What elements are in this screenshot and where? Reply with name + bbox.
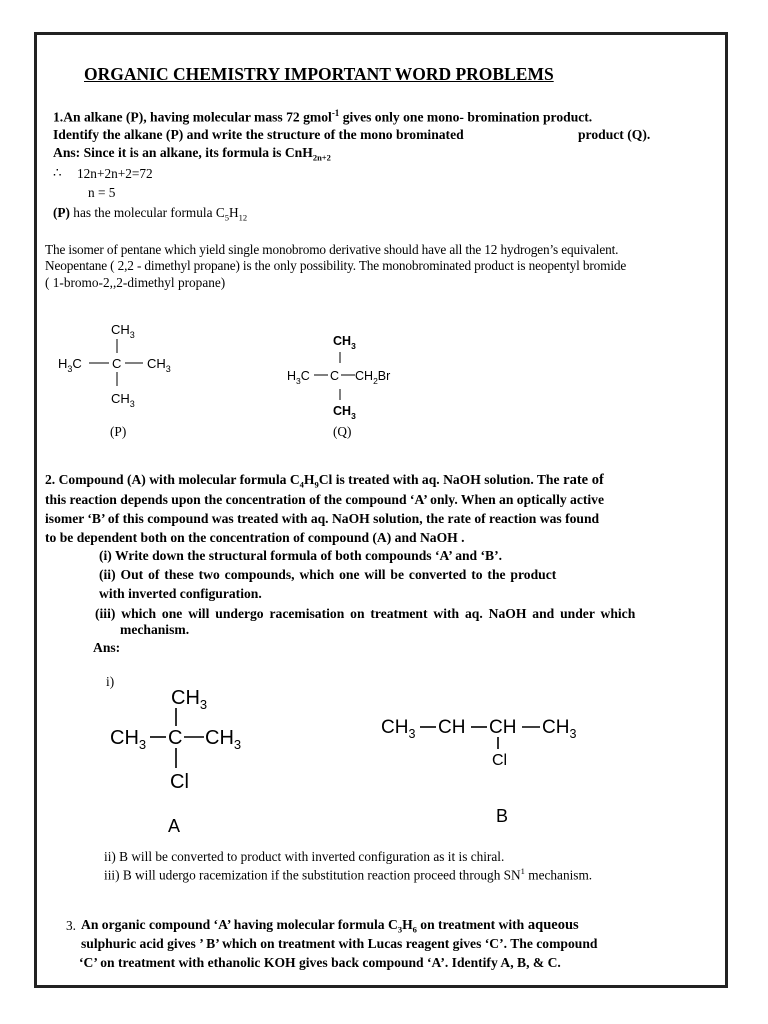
q2-ans-i-label: i) bbox=[106, 674, 115, 689]
q1-formula-sub1: 5 bbox=[224, 212, 229, 223]
structure-a-caption: A bbox=[168, 816, 181, 836]
q-top-group: $CH_3$ bbox=[333, 334, 356, 351]
q1-line2b: product (Q). bbox=[578, 127, 651, 142]
q2-answer-iii-sup: 1 bbox=[520, 866, 525, 876]
q3-line1-post: on treatment with bbox=[416, 917, 525, 932]
q2-answer-iii bbox=[104, 866, 592, 883]
structure-q-caption: (Q) bbox=[333, 424, 352, 439]
q2-line1-text: 2. Compound (A) with molecular formula C bbox=[45, 472, 300, 487]
q2-answer-iii-text: iii) B will udergo racemization if the substitution reaction proceed through SN bbox=[104, 867, 521, 883]
q2-line1-post: Cl is treated with aq. NaOH solution. The bbox=[318, 472, 560, 487]
q1-p-label: (P) bbox=[53, 205, 70, 220]
q1-line1-post: gives only one mono- bromination product. bbox=[339, 109, 593, 125]
q1-line1 bbox=[53, 108, 592, 126]
page-title: ORGANIC CHEMISTRY IMPORTANT WORD PROBLEMS bbox=[84, 64, 554, 84]
a-center-carbon: C bbox=[168, 727, 183, 749]
b-chlorine: Cl bbox=[492, 752, 508, 769]
p-right-group: $CH_3$ bbox=[147, 356, 171, 374]
q-right-group: $CH_2Br$ bbox=[355, 369, 391, 386]
therefore-symbol: ∴ bbox=[53, 165, 62, 180]
b-carbon-1: $CH_3$ bbox=[381, 717, 416, 741]
b-carbon-4: $CH_3$ bbox=[542, 717, 577, 741]
structure-a-diagram bbox=[108, 682, 258, 837]
q1-formula bbox=[53, 205, 247, 223]
structure-p-diagram bbox=[55, 318, 185, 413]
q2-line2: this reaction depends upon the concentration of the compound ‘A’ only. When an optically active bbox=[45, 492, 605, 507]
b-carbon-3: CH bbox=[489, 717, 517, 738]
q1-answer-text: Ans: Since it is an alkane, its formula is CnH bbox=[53, 145, 313, 160]
q-bottom-group: $CH_3$ bbox=[333, 404, 356, 421]
q1-equation-2: n = 5 bbox=[88, 185, 116, 200]
q3-line2: sulphuric acid gives ’ B’ which on treatment with Lucas reagent gives ‘C’. The compound bbox=[81, 936, 598, 951]
p-top-group: $CH_3$ bbox=[111, 322, 135, 340]
q3-sub1: 3 bbox=[397, 924, 403, 935]
q2-answer-iii-post: mechanism. bbox=[524, 867, 593, 883]
a-top-group: $CH_3$ bbox=[171, 687, 208, 712]
q3-h: H bbox=[402, 917, 413, 932]
a-right-group: $CH_3$ bbox=[205, 727, 242, 752]
q3-line1-end: aqueous bbox=[524, 917, 579, 933]
p-left-group: $H_3C$ bbox=[58, 356, 82, 374]
q2-part-iii-a: (iii) which one will undergo racemisation on treatment with aq. NaOH and under which bbox=[95, 606, 636, 621]
q2-line3: isomer ‘B’ of this compound was treated with aq. NaOH solution, the rate of reaction was found bbox=[45, 511, 600, 526]
q-left-group: $H_3C$ bbox=[287, 369, 310, 386]
q1-equation-1: 12n+2n+2=72 bbox=[77, 166, 153, 181]
a-bottom-group: Cl bbox=[170, 771, 189, 793]
q3-sub2: 6 bbox=[412, 924, 417, 935]
q3-number: 3. bbox=[66, 918, 76, 933]
q1-line1-text: 1.An alkane (P), having molecular mass 72 gmol bbox=[53, 109, 332, 125]
p-bottom-group: $CH_3$ bbox=[111, 391, 135, 409]
q1-formula-h: H bbox=[228, 205, 239, 220]
structure-q-diagram bbox=[285, 330, 415, 422]
q2-part-ii-a: (ii) Out of these two compounds, which one will be converted to the product bbox=[99, 567, 557, 582]
q3-line3: ‘C’ on treatment with ethanolic KOH gives back compound ‘A’. Identify A, B, & C. bbox=[79, 955, 561, 970]
q2-line1-end: rate of bbox=[559, 472, 604, 488]
q2-ans-label: Ans: bbox=[93, 640, 121, 655]
q1-line1-sup: -1 bbox=[331, 108, 340, 118]
b-carbon-2: CH bbox=[438, 717, 466, 738]
q2-sub1: 4 bbox=[299, 479, 304, 490]
q1-paragraph-1: The isomer of pentane which yield single monobromo derivative should have all the 12 hydrogen’s equivalent. bbox=[45, 242, 619, 257]
q3-line1 bbox=[81, 917, 579, 935]
q2-line1 bbox=[45, 472, 604, 490]
q2-answer-ii: ii) B will be converted to product with inverted configuration as it is chiral. bbox=[104, 849, 505, 864]
p-center-carbon: C bbox=[112, 356, 122, 371]
structure-b-caption: B bbox=[496, 806, 509, 826]
structure-b-diagram bbox=[380, 708, 600, 828]
q2-h: H bbox=[303, 472, 315, 487]
q2-sub2: 9 bbox=[314, 479, 319, 490]
q1-formula-sub2: 12 bbox=[238, 212, 248, 223]
q1-paragraph-2: Neopentane ( 2,2 - dimethyl propane) is the only possibility. The monobrominated product is neopentyl bromide bbox=[45, 258, 627, 273]
q1-answer-sub: 2n+2 bbox=[312, 152, 331, 163]
q2-part-ii-b: with inverted configuration. bbox=[99, 586, 262, 601]
q2-line4: to be dependent both on the concentration of compound (A) and NaOH . bbox=[45, 530, 465, 545]
q2-part-iii-b: mechanism. bbox=[120, 622, 190, 637]
q-center-carbon: C bbox=[330, 369, 340, 383]
q1-answer bbox=[53, 145, 331, 163]
q1-line2a: Identify the alkane (P) and write the structure of the mono brominated bbox=[53, 127, 464, 142]
a-left-group: $CH_3$ bbox=[110, 727, 147, 752]
q1-paragraph-3: ( 1-bromo-2,,2-dimethyl propane) bbox=[45, 275, 226, 290]
structure-p-caption: (P) bbox=[110, 424, 127, 439]
q1-formula-text: has the molecular formula C bbox=[69, 205, 225, 220]
q3-line1-text: An organic compound ‘A’ having molecular formula C bbox=[81, 917, 398, 932]
q2-part-i: (i) Write down the structural formula of both compounds ‘A’ and ‘B’. bbox=[99, 548, 503, 563]
